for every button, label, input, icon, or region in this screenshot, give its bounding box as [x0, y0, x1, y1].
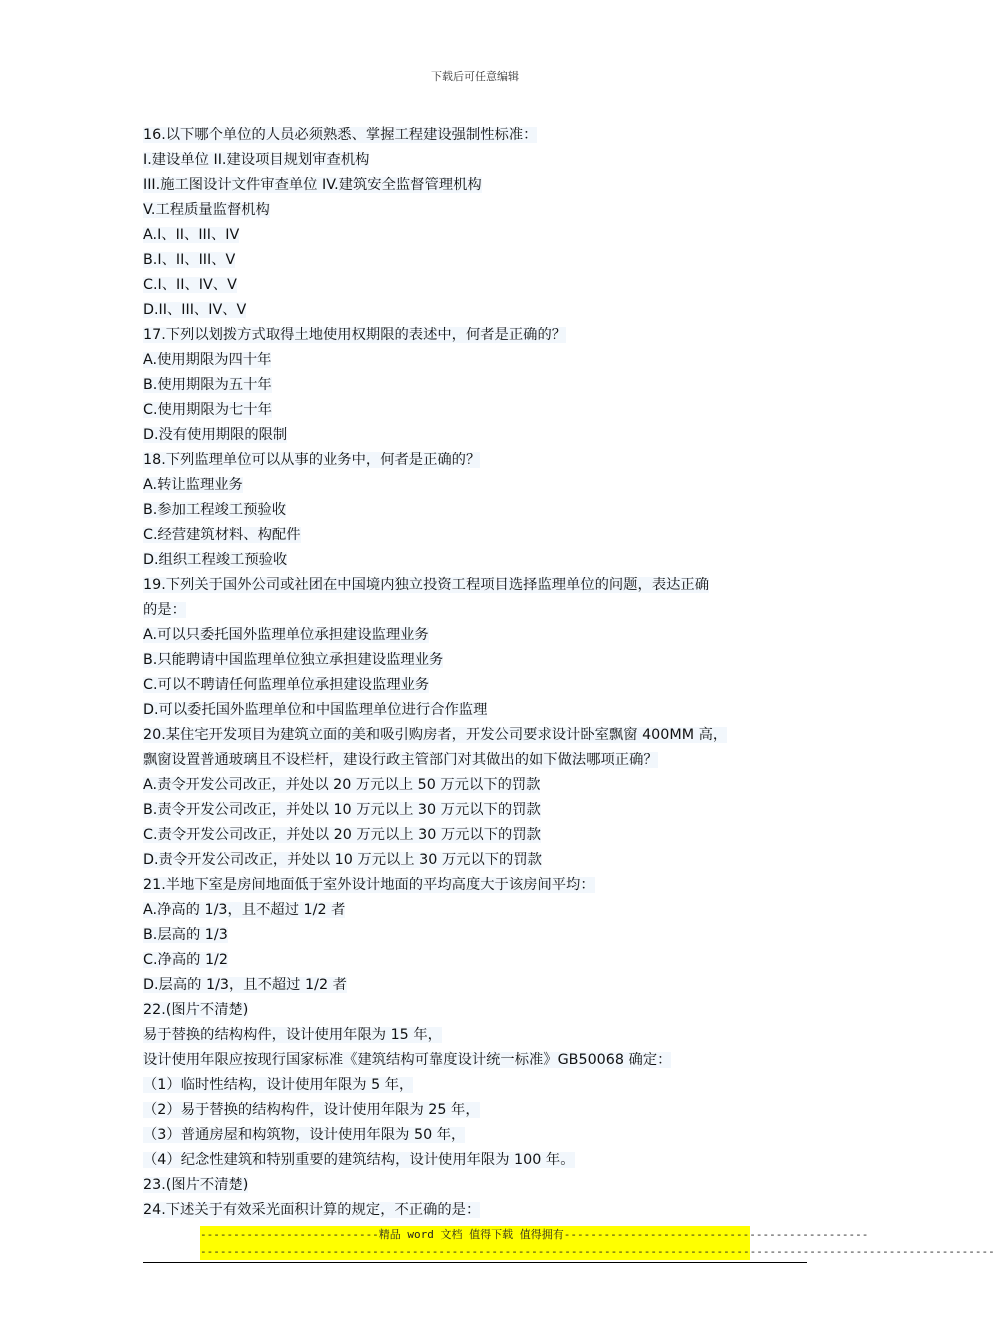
line-text: D.可以委托国外监理单位和中国监理单位进行合作监理 — [143, 702, 488, 718]
line-text: 23.(图片不清楚) — [143, 1177, 249, 1193]
text-line — [143, 923, 823, 948]
line-text: B.I、II、III、V — [143, 252, 236, 268]
text-line — [143, 698, 823, 723]
text-line — [143, 548, 823, 573]
line-text: 16.以下哪个单位的人员必须熟悉、掌握工程建设强制性标准： — [143, 127, 538, 143]
line-text: D.责令开发公司改正，并处以 10 万元以上 30 万元以下的罚款 — [143, 852, 542, 868]
line-text: III.施工图设计文件审查单位 IV.建筑安全监督管理机构 — [143, 177, 482, 193]
text-line — [143, 1123, 823, 1148]
line-text: D.没有使用期限的限制 — [143, 427, 288, 443]
text-line — [143, 623, 823, 648]
line-text: 的是： — [143, 602, 186, 618]
line-text: （3）普通房屋和构筑物，设计使用年限为 50 年， — [143, 1127, 466, 1143]
footer-banner-text: ---------------------------精品 word 文档 值得下载 值得拥有---------------------------------------------- — [200, 1228, 869, 1241]
text-line — [143, 323, 823, 348]
text-line — [143, 498, 823, 523]
text-line — [143, 273, 823, 298]
line-text: （4）纪念性建筑和特别重要的建筑结构，设计使用年限为 100 年。 — [143, 1152, 575, 1168]
text-line — [143, 348, 823, 373]
text-line — [143, 1148, 823, 1173]
text-line — [143, 148, 823, 173]
text-line — [143, 123, 823, 148]
line-text: C.I、II、IV、V — [143, 277, 237, 293]
text-line — [143, 898, 823, 923]
line-text: 21.半地下室是房间地面低于室外设计地面的平均高度大于该房间平均： — [143, 877, 595, 893]
text-line — [143, 823, 823, 848]
page-header: 下载后可任意编辑 — [431, 70, 519, 83]
text-line — [143, 1198, 823, 1223]
text-line — [143, 1023, 823, 1048]
text-line — [143, 523, 823, 548]
line-text: A.可以只委托国外监理单位承担建设监理业务 — [143, 627, 429, 643]
footer-banner — [200, 1226, 995, 1260]
line-text: 19.下列关于国外公司或社团在中国境内独立投资工程项目选择监理单位的问题，表达正确 — [143, 577, 710, 593]
line-text: A.转让监理业务 — [143, 477, 243, 493]
text-line — [143, 423, 823, 448]
line-text: B.使用期限为五十年 — [143, 377, 272, 393]
line-text: 18.下列监理单位可以从事的业务中，何者是正确的？ — [143, 452, 481, 468]
text-line — [143, 723, 823, 748]
text-line — [143, 648, 823, 673]
text-line — [143, 998, 823, 1023]
line-text: B.责令开发公司改正，并处以 10 万元以上 30 万元以下的罚款 — [143, 802, 541, 818]
text-line — [143, 873, 823, 898]
text-line — [143, 1048, 823, 1073]
text-line — [143, 948, 823, 973]
line-text: C.净高的 1/2 — [143, 952, 228, 968]
text-line — [143, 973, 823, 998]
line-text: C.经营建筑材料、构配件 — [143, 527, 301, 543]
footer-banner-dashes: ------------------------------------------------------------------------------------------------------------------------ — [200, 1245, 995, 1258]
text-line — [143, 573, 823, 598]
line-text: 易于替换的结构构件，设计使用年限为 15 年， — [143, 1027, 442, 1043]
line-text: A.责令开发公司改正，并处以 20 万元以上 50 万元以下的罚款 — [143, 777, 541, 793]
text-line — [143, 223, 823, 248]
footer-divider — [143, 1262, 807, 1263]
line-text: D.组织工程竣工预验收 — [143, 552, 288, 568]
text-line — [143, 798, 823, 823]
line-text: （1）临时性结构，设计使用年限为 5 年， — [143, 1077, 414, 1093]
text-line — [143, 298, 823, 323]
text-line — [143, 173, 823, 198]
text-line — [143, 448, 823, 473]
line-text: B.参加工程竣工预验收 — [143, 502, 287, 518]
line-text: C.使用期限为七十年 — [143, 402, 272, 418]
line-text: 22.(图片不清楚) — [143, 1002, 249, 1018]
line-text: C.责令开发公司改正，并处以 20 万元以上 30 万元以下的罚款 — [143, 827, 541, 843]
text-line — [143, 673, 823, 698]
line-text: 17.下列以划拨方式取得土地使用权期限的表述中，何者是正确的？ — [143, 327, 567, 343]
line-text: A.净高的 1/3，且不超过 1/2 者 — [143, 902, 346, 918]
line-text: 飘窗设置普通玻璃且不设栏杆，建设行政主管部门对其做出的如下做法哪项正确？ — [143, 752, 658, 768]
line-text: （2）易于替换的结构构件，设计使用年限为 25 年， — [143, 1102, 480, 1118]
text-line — [143, 398, 823, 423]
text-line — [143, 848, 823, 873]
line-text: D.层高的 1/3，且不超过 1/2 者 — [143, 977, 347, 993]
line-text: 设计使用年限应按现行国家标准《建筑结构可靠度设计统一标准》GB50068 确定： — [143, 1052, 672, 1068]
line-text: C.可以不聘请任何监理单位承担建设监理业务 — [143, 677, 430, 693]
text-line — [143, 1098, 823, 1123]
line-text: 24.下述关于有效采光面积计算的规定，不正确的是： — [143, 1202, 481, 1218]
line-text: B.只能聘请中国监理单位独立承担建设监理业务 — [143, 652, 444, 668]
text-line — [143, 198, 823, 223]
text-line — [143, 473, 823, 498]
text-line — [143, 1073, 823, 1098]
line-text: B.层高的 1/3 — [143, 927, 228, 943]
text-line — [143, 748, 823, 773]
text-line — [143, 1173, 823, 1198]
text-line — [143, 773, 823, 798]
line-text: I.建设单位 II.建设项目规划审查机构 — [143, 152, 370, 168]
line-text: D.II、III、IV、V — [143, 302, 247, 318]
text-line — [143, 373, 823, 398]
document-body — [143, 123, 823, 1223]
line-text: A.I、II、III、IV — [143, 227, 240, 243]
line-text: V.工程质量监督机构 — [143, 202, 270, 218]
line-text: 20.某住宅开发项目为建筑立面的美和吸引购房者，开发公司要求设计卧室飘窗 400MM 高， — [143, 727, 728, 743]
text-line — [143, 598, 823, 623]
line-text: A.使用期限为四十年 — [143, 352, 272, 368]
text-line — [143, 248, 823, 273]
